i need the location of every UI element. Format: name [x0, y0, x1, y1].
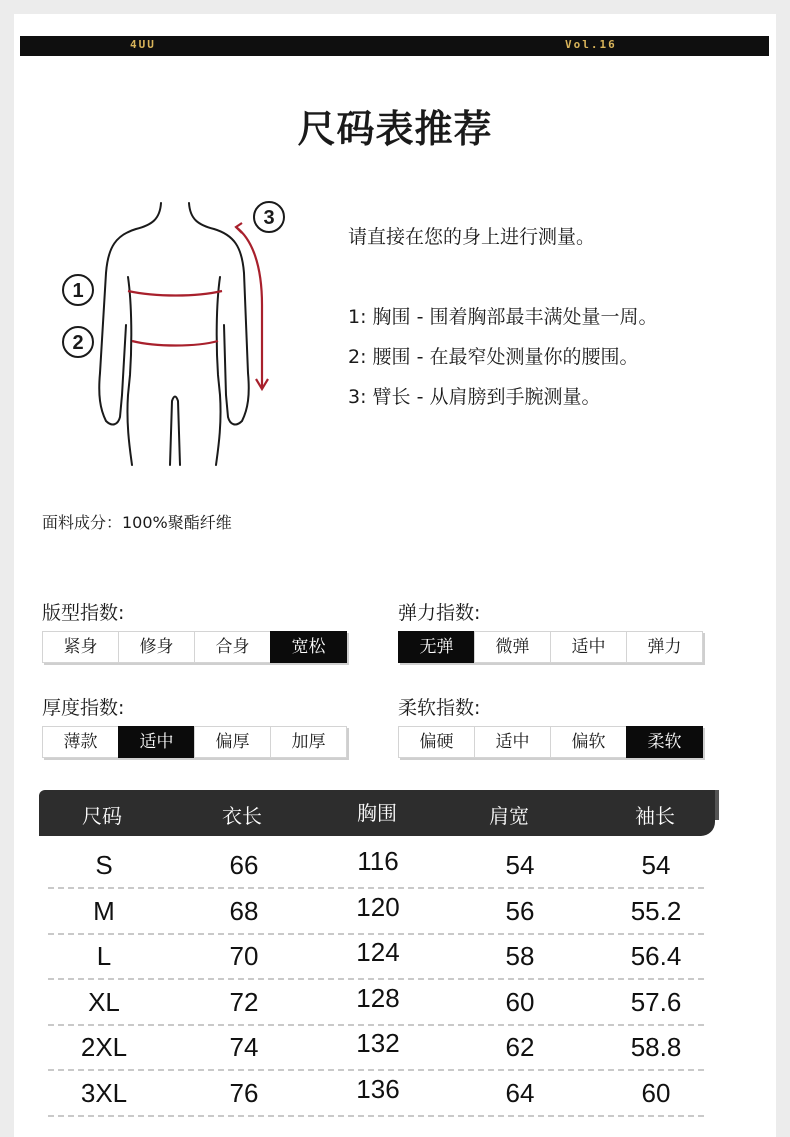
header-size: 尺码 [82, 804, 122, 828]
cell-length: 70 [229, 941, 259, 971]
torso-left-side [127, 277, 132, 465]
cell-sleeve: 56.4 [630, 941, 682, 971]
cell-size: 2XL [80, 1032, 128, 1062]
size-table-header [39, 790, 715, 836]
elasticity-option: 适中 [550, 631, 626, 663]
header-sleeve: 袖长 [635, 804, 675, 828]
cell-shoulder: 60 [505, 986, 535, 1017]
table-row [48, 842, 704, 889]
table-row [48, 933, 704, 980]
marker-2-label: 2 [72, 332, 84, 354]
table-row [48, 888, 704, 935]
cell-shoulder: 58 [505, 941, 535, 971]
instruction-arm: 3: 臂长 - 从肩膀到手腕测量。 [348, 386, 601, 408]
thickness-index-label: 厚度指数: [42, 697, 125, 719]
body-measurement-figure [56, 195, 296, 475]
fit-index-label: 版型指数: [42, 602, 125, 624]
elasticity-option: 无弹 [398, 631, 474, 663]
cell-length: 72 [229, 986, 259, 1017]
cell-chest: 132 [356, 1028, 400, 1058]
thickness-option: 薄款 [42, 726, 118, 758]
torso-right-side [216, 277, 221, 465]
table-row [48, 1070, 704, 1117]
cell-length: 68 [229, 895, 259, 926]
cell-size: L [96, 941, 112, 971]
cell-length: 76 [229, 1077, 259, 1108]
cell-length: 66 [229, 850, 259, 880]
table-row [48, 979, 704, 1026]
marker-1-label: 1 [72, 280, 84, 302]
elasticity-option: 微弹 [474, 631, 550, 663]
body-left-outline [99, 203, 161, 424]
cell-chest: 120 [356, 891, 400, 922]
elasticity-option: 弹力 [626, 631, 703, 663]
cell-chest: 124 [356, 937, 400, 967]
header-length: 衣长 [222, 804, 262, 828]
cell-sleeve: 57.6 [630, 986, 682, 1017]
fit-index-scale [42, 631, 347, 663]
table-row [48, 1024, 704, 1071]
cell-shoulder: 64 [505, 1077, 535, 1108]
banner-left-tag: 4UU [130, 38, 156, 51]
inner-leg [170, 397, 180, 466]
fit-option: 修身 [118, 631, 194, 663]
header-shoulder: 肩宽 [489, 804, 529, 828]
cell-chest: 128 [356, 982, 400, 1013]
cell-sleeve: 58.8 [630, 1032, 682, 1062]
cell-shoulder: 54 [505, 850, 535, 880]
cell-shoulder: 62 [505, 1032, 535, 1062]
softness-index-label: 柔软指数: [398, 697, 481, 719]
thickness-option: 加厚 [270, 726, 347, 758]
elasticity-index-label: 弹力指数: [398, 602, 481, 624]
instruction-waist: 2: 腰围 - 在最窄处测量你的腰围。 [348, 346, 639, 368]
cell-size: 3XL [80, 1077, 128, 1108]
cell-length: 74 [229, 1032, 259, 1062]
fit-option: 紧身 [42, 631, 118, 663]
softness-option: 偏软 [550, 726, 626, 758]
cell-shoulder: 56 [505, 895, 535, 926]
softness-option: 适中 [474, 726, 550, 758]
cell-size: S [95, 850, 113, 880]
instruction-chest: 1: 胸围 - 围着胸部最丰满处量一周。 [348, 306, 658, 328]
fit-option: 宽松 [270, 631, 347, 663]
waist-measure-line [132, 341, 218, 346]
cell-chest: 136 [356, 1073, 400, 1104]
top-banner [20, 36, 769, 56]
instruction-intro: 请直接在您的身上进行测量。 [348, 226, 596, 248]
page-title: 尺码表推荐 [297, 107, 493, 151]
marker-3-label: 3 [263, 207, 275, 229]
cell-size: XL [88, 986, 120, 1017]
fit-option: 合身 [194, 631, 270, 663]
softness-index-scale [398, 726, 703, 758]
chest-measure-line [128, 291, 222, 296]
header-chest: 胸围 [357, 801, 397, 825]
thickness-option: 适中 [118, 726, 194, 758]
cell-sleeve: 60 [641, 1077, 671, 1108]
cell-sleeve: 54 [641, 850, 671, 880]
softness-option: 柔软 [626, 726, 703, 758]
cell-sleeve: 55.2 [630, 895, 682, 926]
thickness-option: 偏厚 [194, 726, 270, 758]
elasticity-index-scale [398, 631, 703, 663]
fabric-composition: 面料成分：100%聚酯纤维 [42, 513, 232, 532]
softness-option: 偏硬 [398, 726, 474, 758]
thickness-index-scale [42, 726, 347, 758]
banner-right-tag: Vol.16 [565, 38, 617, 51]
cell-chest: 116 [357, 846, 399, 876]
cell-size: M [93, 895, 115, 926]
